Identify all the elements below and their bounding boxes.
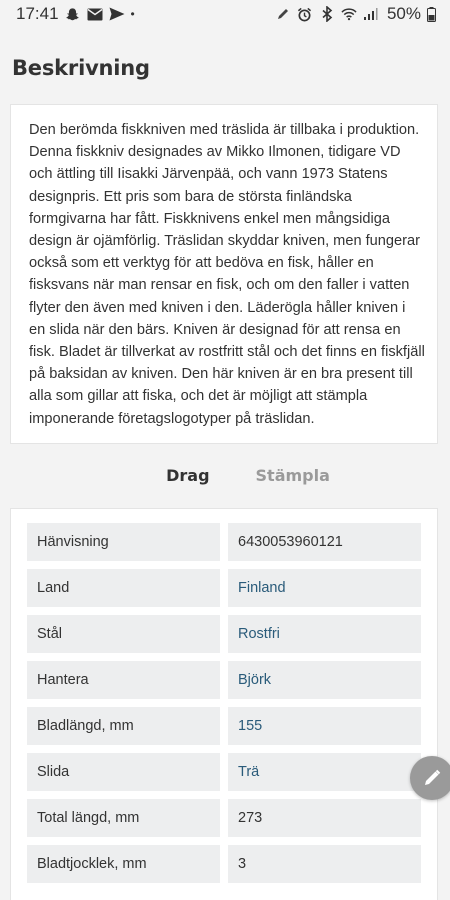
pen-icon (275, 6, 291, 22)
spec-value-link[interactable]: Finland (228, 569, 421, 607)
table-row (27, 523, 421, 561)
table-row (27, 661, 421, 699)
description-text: Den berömda fiskkniven med träslida är tillbaka i produktion. Denna fiskkniv designades av Mikko Ilmonen, tidigare VD och ättling till Iisakki Järvenpää, och vann 1973 Statens designpris. Ett pris som bara de största finländska formgivarna har fått. Fiskknivens enkel men mångsidiga design är ojämförlig. Träslidan skyddar kniven, men fungerar också som ett verktyg för att bedöva en fisk, håller en fisksvans när man rensar en fisk, och om den faller i vatten flyter den även med kniven i den. Läderögla håller kniven i en slida när den bärs. Kniven är designad för att rensa en fisk. Bladet är tillverkat av rostfritt stål och det finns en fiskfjäll på baksidan av kniven. Den här kniven är en bra present till alla som gillar att fiska, och det är möjligt att stämpla imponerande företagslogotyper på träslidan. (29, 122, 425, 427)
status-bar (0, 0, 450, 28)
table-row (27, 615, 421, 653)
table-row (27, 753, 421, 791)
section-title: Beskrivning (12, 56, 150, 80)
edit-button[interactable] (410, 756, 450, 800)
tab-bar (0, 466, 450, 492)
table-row (27, 707, 421, 745)
alarm-icon (297, 6, 313, 22)
status-time: 17:41 (16, 4, 59, 23)
spec-key: Total längd, mm (27, 799, 220, 837)
spec-value: 3 (228, 845, 421, 883)
spec-key: Bladtjocklek, mm (27, 845, 220, 883)
spec-table (10, 508, 438, 900)
mail-icon (87, 6, 103, 22)
status-right (275, 4, 436, 24)
wifi-icon (341, 6, 357, 22)
spec-key: Hantera (27, 661, 220, 699)
spec-value: 6430053960121 (228, 523, 421, 561)
notification-dot: • (130, 7, 135, 21)
spec-key: Slida (27, 753, 220, 791)
battery-percent: 50% (386, 4, 421, 23)
signal-icon (363, 6, 379, 22)
spec-value-link[interactable]: Rostfri (228, 615, 421, 653)
spec-key: Hänvisning (27, 523, 220, 561)
table-row (27, 845, 421, 883)
spec-key: Bladlängd, mm (27, 707, 220, 745)
spec-value-link[interactable]: 155 (228, 707, 421, 745)
description-card (10, 104, 438, 444)
spec-key: Land (27, 569, 220, 607)
send-icon (109, 6, 125, 22)
spec-value-link[interactable]: Björk (228, 661, 421, 699)
spec-value: 273 (228, 799, 421, 837)
status-left (16, 4, 135, 24)
spec-key: Stål (27, 615, 220, 653)
bluetooth-icon (319, 6, 335, 22)
battery-icon (427, 6, 436, 22)
spec-value-link[interactable]: Trä (228, 753, 421, 791)
tab-stampla[interactable]: Stämpla (255, 466, 330, 485)
table-row (27, 569, 421, 607)
pencil-icon (422, 768, 442, 788)
snapchat-icon (65, 6, 81, 22)
tab-drag[interactable]: Drag (166, 466, 210, 485)
table-row (27, 799, 421, 837)
